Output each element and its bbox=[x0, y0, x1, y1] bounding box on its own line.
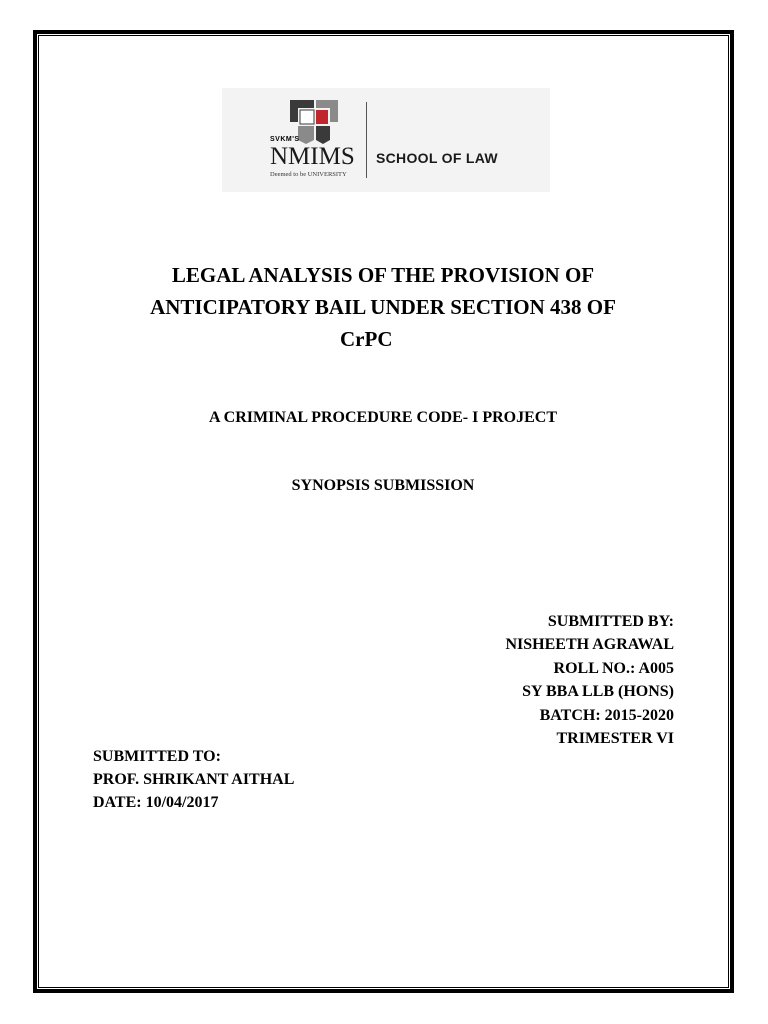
logo-svkm-text: SVKM'S bbox=[270, 136, 300, 143]
roll-number: ROLL NO.: A005 bbox=[553, 659, 674, 677]
project-line: A CRIMINAL PROCEDURE CODE- I PROJECT bbox=[208, 409, 558, 426]
submitted-to-heading: SUBMITTED TO: bbox=[93, 748, 221, 765]
student-name: NISHEETH AGRAWAL bbox=[505, 636, 674, 654]
submitted-to-block bbox=[93, 745, 294, 815]
batch: BATCH: 2015-2020 bbox=[539, 706, 674, 724]
title-line-2: ANTICIPATORY BAIL UNDER SECTION 438 OF bbox=[150, 295, 616, 319]
submitted-by-block bbox=[506, 610, 675, 750]
submitted-by-heading: SUBMITTED BY: bbox=[547, 613, 674, 630]
professor-name: PROF. SHRIKANT AITHAL bbox=[93, 771, 295, 789]
synopsis-line: SYNOPSIS SUBMISSION bbox=[291, 477, 475, 494]
trimester: TRIMESTER VI bbox=[556, 730, 674, 748]
title-line-3: CrPC bbox=[340, 327, 393, 351]
logo-divider bbox=[366, 102, 367, 178]
title-line-1: LEGAL ANALYSIS OF THE PROVISION OF bbox=[171, 263, 595, 287]
logo-school-of-law: SCHOOL OF LAW bbox=[376, 150, 498, 166]
logo-tagline: Deemed to be UNIVERSITY bbox=[270, 171, 347, 178]
logo-nmims-text: NMIMS bbox=[270, 143, 355, 170]
submission-date: DATE: 10/04/2017 bbox=[93, 794, 219, 812]
program: SY BBA LLB (HONS) bbox=[522, 683, 674, 701]
